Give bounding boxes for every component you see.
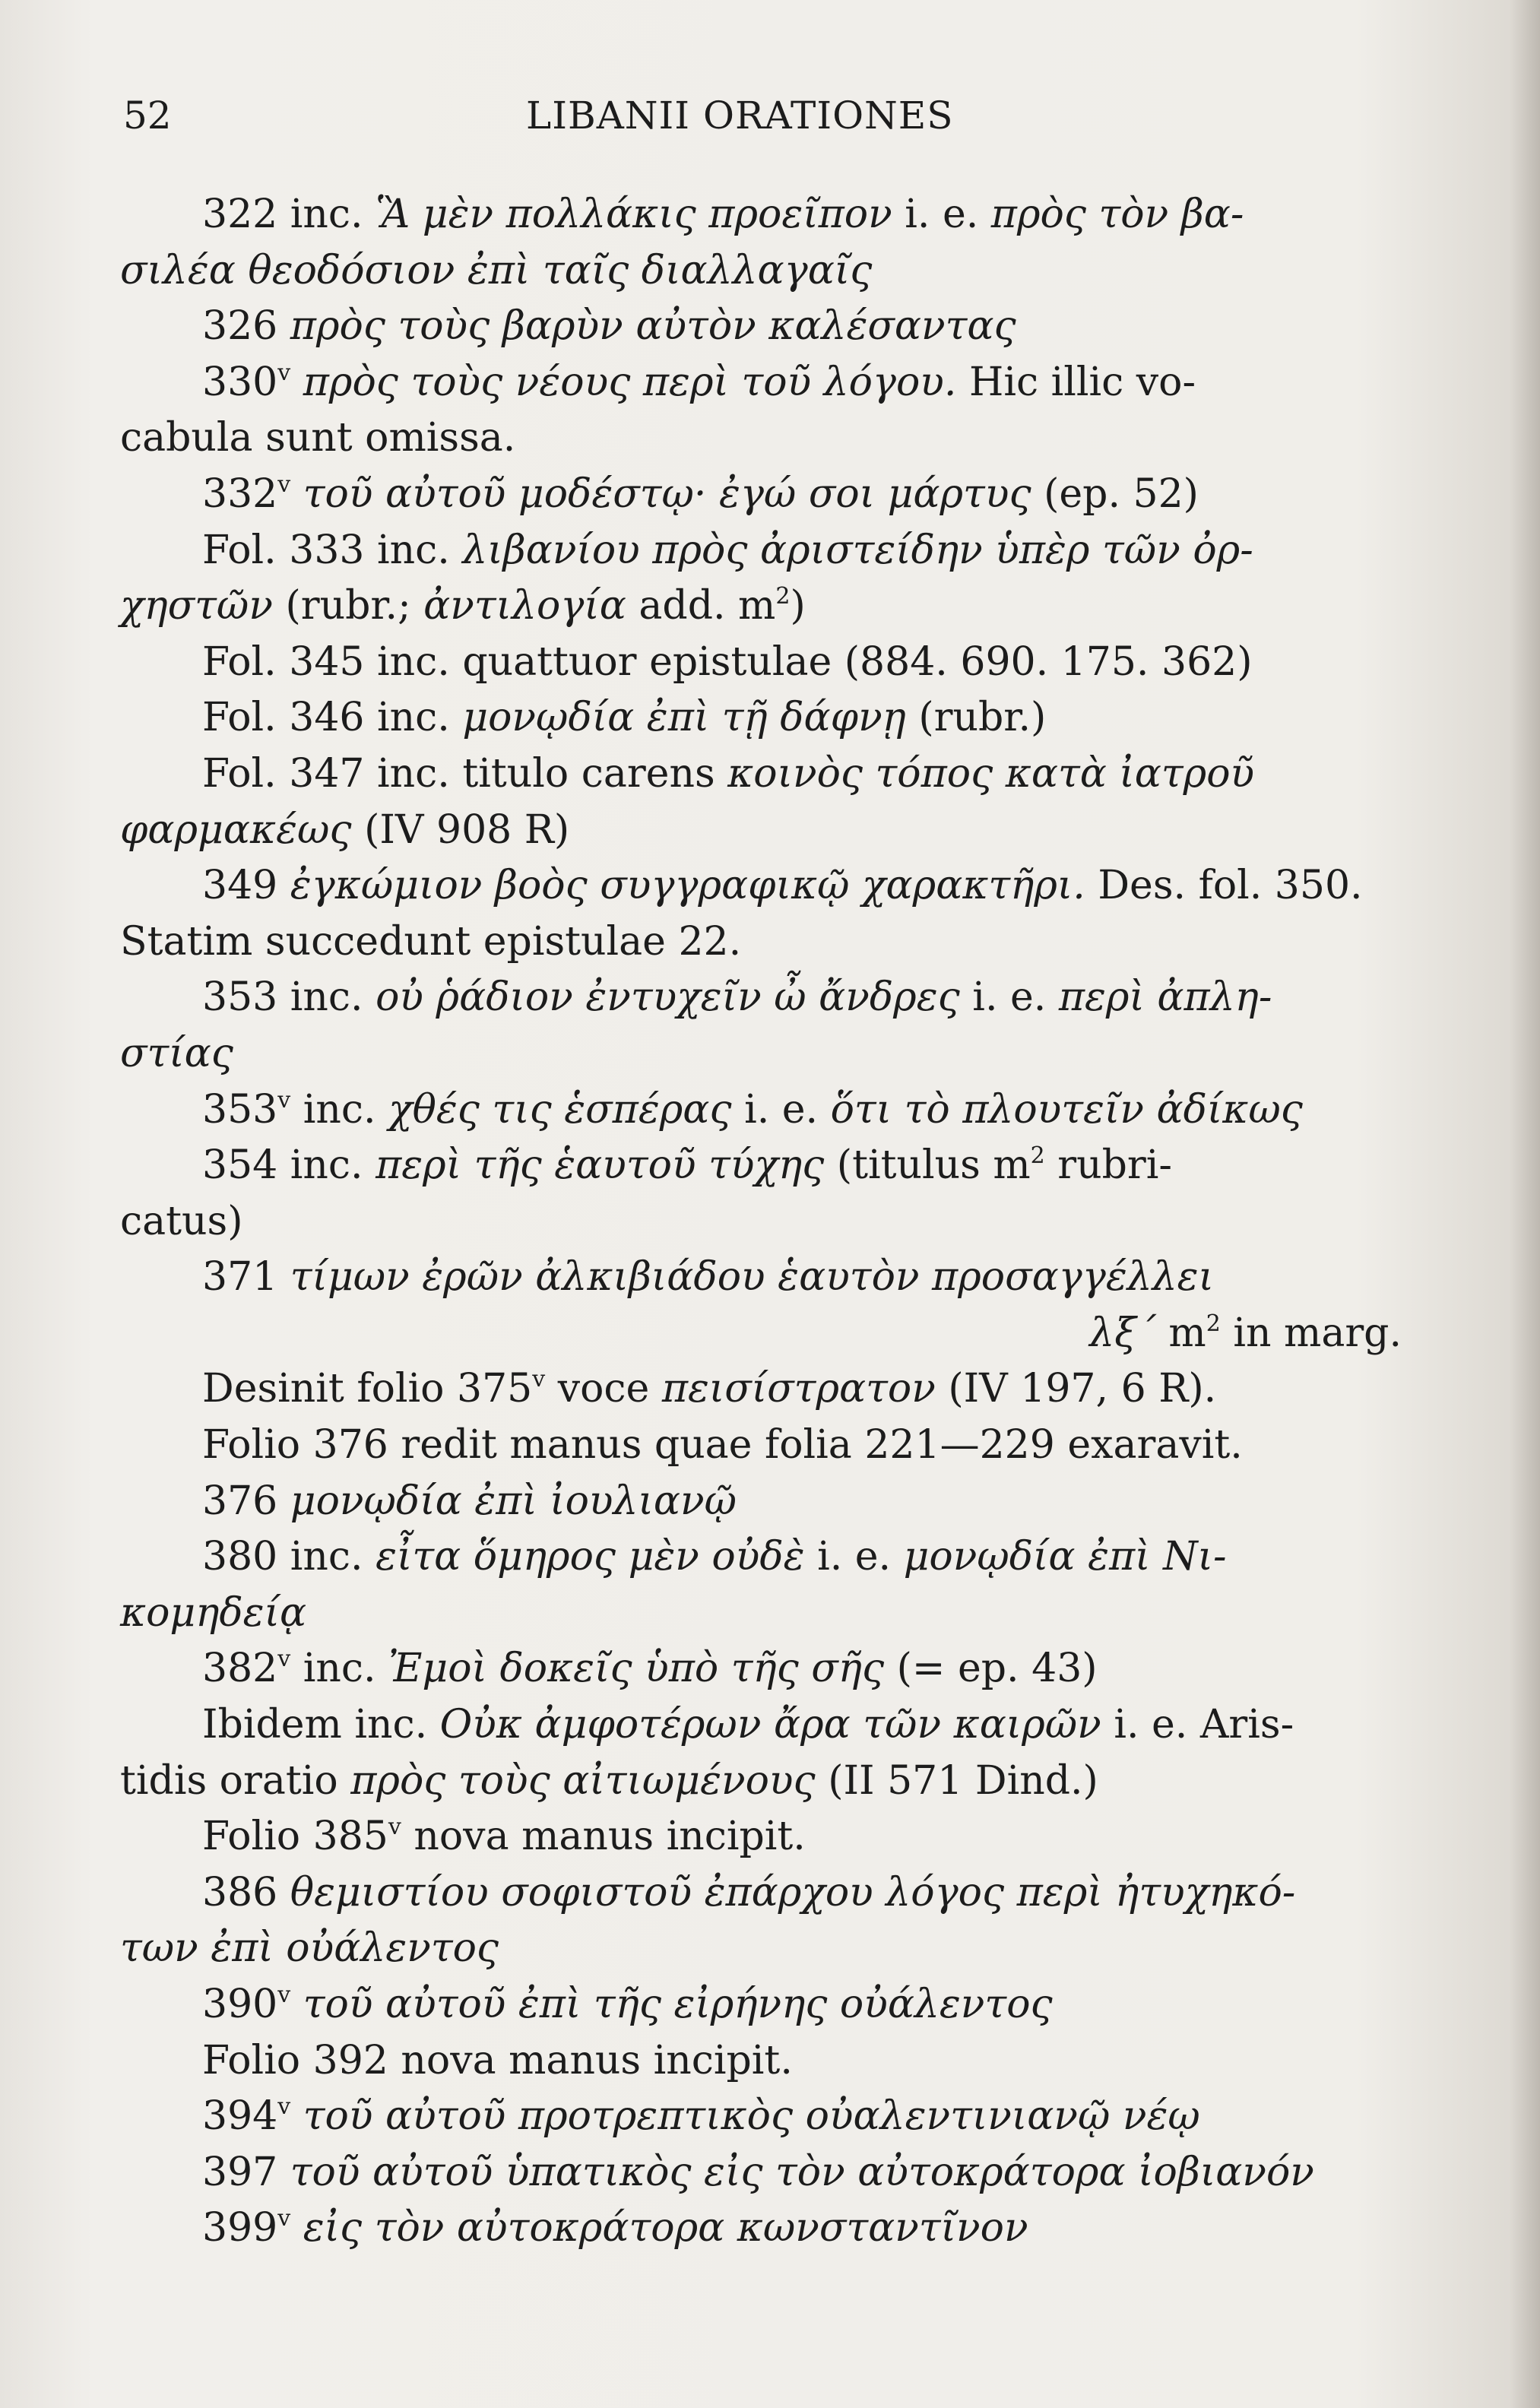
text-line — [120, 690, 1402, 746]
superscript: 2 — [775, 583, 791, 610]
greek-text: χθές τις ἑσπέρας — [388, 1086, 732, 1133]
text-line — [120, 355, 1402, 411]
latin-text: 332 — [202, 471, 278, 517]
superscript: v — [277, 2205, 291, 2232]
greek-text: περὶ τῆς ἑαυτοῦ τύχης — [375, 1142, 825, 1189]
latin-text: inc. — [290, 1646, 389, 1692]
superscript: v — [277, 1982, 291, 2008]
superscript: v — [277, 1086, 291, 1114]
text-line — [120, 2145, 1402, 2201]
latin-text: (= ep. 43) — [884, 1646, 1098, 1692]
text-line — [120, 187, 1402, 243]
latin-text: Desinit folio 375 — [202, 1366, 533, 1412]
latin-text: Fol. 333 inc. — [202, 527, 463, 573]
latin-text: 382 — [202, 1646, 278, 1692]
text-line — [120, 914, 1402, 971]
text-line — [120, 635, 1402, 691]
latin-text: catus) — [120, 1198, 243, 1244]
greek-text: μονῳδία ἐπὶ Νι- — [903, 1534, 1227, 1580]
text-line — [120, 1138, 1402, 1194]
text-line — [120, 1809, 1402, 1865]
latin-text — [290, 2205, 303, 2251]
latin-text: i. e. — [959, 974, 1059, 1021]
latin-text: Fol. 345 inc. quattuor epistulae (884. 690. 175. 362) — [202, 638, 1253, 685]
running-head — [123, 85, 1415, 146]
page-number: 52 — [123, 93, 172, 138]
text-line — [120, 1361, 1402, 1418]
latin-text: Des. fol. 350. — [1085, 863, 1363, 909]
greek-text: κομηδείᾳ — [120, 1589, 307, 1636]
greek-text: οὐ ῥάδιον ἐντυχεῖν ὦ ἄνδρες — [375, 974, 960, 1021]
greek-text: στίας — [120, 1030, 233, 1076]
text-line — [120, 1921, 1402, 1977]
latin-text: Fol. 346 inc. — [202, 695, 463, 741]
latin-text: (rubr.) — [905, 695, 1047, 741]
latin-text: 353 — [202, 1086, 278, 1133]
text-line — [120, 2089, 1402, 2145]
text-line — [120, 523, 1402, 579]
text-line — [120, 299, 1402, 355]
superscript: v — [277, 1646, 291, 1673]
latin-text: cabula sunt omissa. — [120, 415, 516, 461]
latin-text: 371 — [202, 1254, 290, 1301]
latin-text: nova manus incipit. — [401, 1814, 806, 1860]
latin-text: (rubr.; — [272, 583, 424, 629]
greek-text: ἐγκώμιον βοὸς συγγραφικῷ χαρακτῆρι. — [290, 863, 1085, 909]
latin-text — [290, 471, 303, 517]
greek-text: εἰς τὸν αὐτοκράτορα κωνσταντῖνον — [303, 2205, 1028, 2251]
latin-text: inc. — [290, 1086, 389, 1133]
greek-text: πρὸς τοὺς βαρὺν αὐτὸν καλέσαντας — [290, 303, 1016, 350]
latin-text: 394 — [202, 2093, 278, 2140]
superscript: 2 — [1030, 1142, 1045, 1170]
greek-text: ἀντιλογία — [423, 583, 626, 629]
superscript: 2 — [1206, 1310, 1221, 1337]
latin-text: add. m — [626, 583, 776, 629]
text-line — [120, 410, 1402, 467]
text-line — [120, 1306, 1402, 1362]
greek-text: θεμιστίου σοφιστοῦ ἐπάρχου λόγος περὶ ἠτυχηκό- — [290, 1869, 1296, 1915]
text-line — [120, 1418, 1402, 1474]
latin-text: (titulus m — [824, 1142, 1031, 1189]
greek-text: ὅτι τὸ πλουτεῖν ἀδίκως — [830, 1086, 1303, 1133]
latin-text: 397 — [202, 2149, 290, 2195]
latin-text: i. e. — [892, 192, 991, 237]
text-line — [120, 1641, 1402, 1697]
greek-text: τοῦ αὐτοῦ μοδέστῳ· ἐγώ σοι μάρτυς — [303, 471, 1031, 517]
latin-text: 376 — [202, 1478, 290, 1524]
greek-text: τοῦ αὐτοῦ προτρεπτικὸς οὐαλεντινιανῷ νέῳ — [303, 2093, 1200, 2140]
greek-text: πεισίστρατον — [661, 1366, 936, 1412]
greek-text: πρὸς τὸν βα- — [990, 192, 1244, 237]
greek-text: σιλέα θεοδόσιον ἐπὶ ταῖς διαλλαγαῖς — [120, 247, 873, 293]
latin-text: Hic illic vo- — [956, 359, 1196, 405]
latin-text: 354 inc. — [202, 1142, 376, 1189]
greek-text: τοῦ αὐτοῦ ἐπὶ τῆς εἰρήνης οὐάλεντος — [303, 1982, 1053, 2027]
latin-text: Ibidem inc. — [202, 1702, 440, 1748]
latin-text: Folio 385 — [202, 1814, 388, 1860]
text-line — [120, 1977, 1402, 2033]
text-line — [120, 858, 1402, 914]
text-line — [120, 467, 1402, 523]
text-line — [120, 2200, 1402, 2257]
text-line — [120, 1194, 1402, 1250]
latin-text: 330 — [202, 359, 278, 405]
text-line — [120, 1474, 1402, 1530]
text-line — [120, 2033, 1402, 2090]
latin-text: 399 — [202, 2205, 278, 2251]
greek-text: τοῦ αὐτοῦ ὑπατικὸς εἰς τὸν αὐτοκράτορα ἰοβιανόν — [290, 2149, 1314, 2195]
latin-text: rubri- — [1044, 1142, 1172, 1189]
running-title: LIBANII ORATIONES — [526, 93, 954, 138]
greek-text: Οὐκ ἀμφοτέρων ἄρα τῶν καιρῶν — [439, 1702, 1101, 1748]
latin-text: Fol. 347 inc. titulo carens — [202, 750, 728, 797]
greek-text: πρὸς τοὺς αἰτιωμένους — [350, 1757, 816, 1804]
text-line — [120, 1586, 1402, 1642]
text-line — [120, 1026, 1402, 1082]
latin-text: 386 — [202, 1869, 290, 1915]
latin-text: Folio 376 redit manus quae folia 221—229 exaravit. — [202, 1422, 1243, 1469]
greek-text: περὶ ἀπλη- — [1058, 974, 1272, 1021]
greek-text: λξ´ — [1089, 1310, 1156, 1356]
latin-text: 380 inc. — [202, 1534, 376, 1580]
superscript: v — [277, 471, 291, 498]
latin-text: 326 — [202, 303, 290, 350]
latin-text: (II 571 Dind.) — [815, 1757, 1098, 1804]
greek-text: λιβανίου πρὸς ἀριστείδην ὑπὲρ τῶν ὀρ- — [462, 527, 1253, 573]
latin-text: 353 inc. — [202, 974, 376, 1021]
latin-text: 390 — [202, 1982, 278, 2027]
latin-text: voce — [545, 1366, 662, 1412]
greek-text: Ἐμοὶ δοκεῖς ὑπὸ τῆς σῆς — [388, 1646, 885, 1692]
text-line — [120, 1754, 1402, 1810]
latin-text: i. e. Aris- — [1101, 1702, 1294, 1748]
latin-text: tidis oratio — [120, 1757, 351, 1804]
latin-text: i. e. — [731, 1086, 831, 1133]
latin-text: in marg. — [1220, 1310, 1402, 1356]
latin-text: ) — [790, 583, 806, 629]
superscript: v — [277, 359, 291, 386]
greek-text: των ἐπὶ οὐάλεντος — [120, 1925, 499, 1972]
greek-text: κοινὸς τόπος κατὰ ἰατροῦ — [727, 750, 1255, 797]
latin-text: 349 — [202, 863, 290, 909]
greek-text: μονῳδία ἐπὶ τῇ δάφνῃ — [462, 695, 906, 741]
page-edge-shadow — [1510, 0, 1540, 2408]
greek-text: τίμων ἐρῶν ἀλκιβιάδου ἑαυτὸν προσαγγέλλει — [290, 1254, 1214, 1301]
superscript: v — [277, 2093, 291, 2121]
text-line — [120, 1250, 1402, 1306]
text-line — [120, 1697, 1402, 1754]
text-line — [120, 1865, 1402, 1922]
text-line — [120, 1529, 1402, 1586]
latin-text: m — [1155, 1310, 1206, 1356]
latin-text: i. e. — [804, 1534, 904, 1580]
greek-text: χηστῶν — [120, 583, 273, 629]
latin-text: (IV 908 R) — [351, 806, 570, 853]
greek-text: μονῳδία ἐπὶ ἰουλιανῷ — [290, 1478, 737, 1524]
greek-text: Ἃ μὲν πολλάκις προεῖπον — [375, 192, 892, 237]
greek-text: φαρμακέως — [120, 806, 352, 853]
text-line — [120, 578, 1402, 635]
catalogue-text — [120, 187, 1402, 2257]
text-line — [120, 1082, 1402, 1139]
greek-text: εἶτα ὅμηρος μὲν οὐδὲ — [375, 1534, 805, 1580]
latin-text — [290, 2093, 303, 2139]
latin-text — [290, 1982, 303, 2027]
latin-text: Folio 392 nova manus incipit. — [202, 2037, 793, 2083]
greek-text: πρὸς τοὺς νέους περὶ τοῦ λόγου. — [303, 359, 957, 405]
superscript: v — [532, 1366, 546, 1393]
latin-text: (ep. 52) — [1031, 471, 1199, 517]
text-line — [120, 746, 1402, 803]
text-line — [120, 970, 1402, 1026]
latin-text — [290, 360, 303, 405]
superscript: v — [388, 1814, 401, 1841]
latin-text: (IV 197, 6 R). — [935, 1366, 1217, 1412]
text-line — [120, 243, 1402, 299]
text-line — [120, 803, 1402, 859]
latin-text: 322 inc. — [202, 192, 376, 237]
latin-text: Statim succedunt epistulae 22. — [120, 918, 742, 965]
